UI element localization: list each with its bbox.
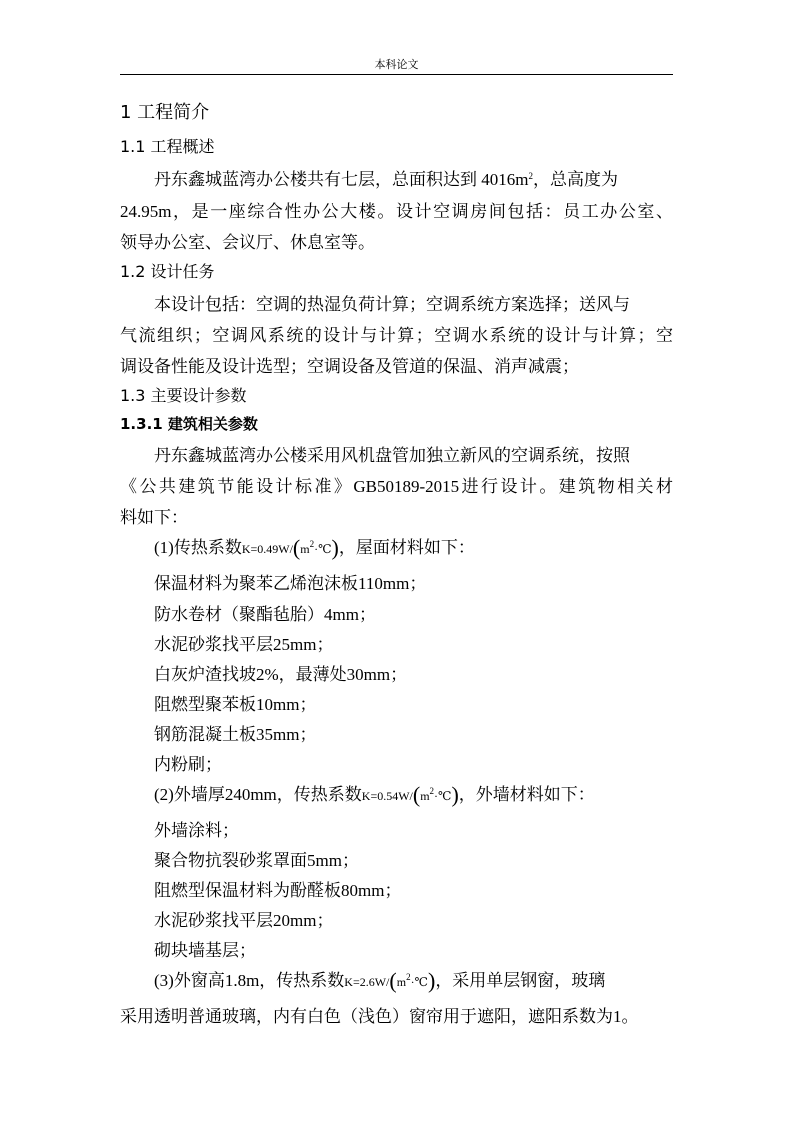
- window-paren-open: (: [389, 968, 397, 993]
- roof-item-1: 保温材料为聚苯乙烯泡沫板110mm；: [154, 574, 427, 593]
- wall-intro-pre: (2)外墙厚240mm，传热系数: [154, 785, 362, 804]
- area-unit: m: [515, 170, 529, 189]
- wall-item-3: 阻燃型保温材料为酚醛板80mm；: [154, 881, 402, 900]
- window-intro: [154, 966, 605, 994]
- window-line-2: 采用透明普通玻璃，内有白色（浅色）窗帘用于遮阳，遮阳系数为1。: [120, 1007, 639, 1026]
- wall-unit: m: [420, 789, 430, 803]
- window-unit-tail: ·℃: [410, 975, 428, 989]
- window-intro-post: ，采用单层钢窗，玻璃: [435, 971, 606, 990]
- window-unit: m: [396, 975, 407, 989]
- roof-item-4: 白灰炉渣找坡2%，最薄处30mm；: [154, 665, 408, 684]
- section-1-3-heading: 1.3 主要设计参数: [120, 386, 247, 405]
- roof-paren-open: (: [292, 535, 301, 560]
- overview-line-3: 领导办公室、会议厅、休息室等。: [120, 233, 375, 252]
- wall-k-value: K=0.54W/: [361, 789, 413, 803]
- window-intro-pre: (3)外窗高1.8m，传热系数: [154, 971, 345, 990]
- wall-unit-sup: 2: [429, 786, 435, 796]
- window-paren-close: ): [427, 968, 436, 993]
- wall-paren-close: ): [451, 782, 459, 807]
- window-k-value: K=2.6W/: [344, 975, 390, 989]
- wall-item-5: 砌块墙基层；: [154, 941, 256, 960]
- window-unit-sup: 2: [406, 972, 411, 982]
- building-line-1: 丹东鑫城蓝湾办公楼采用风机盘管加独立新风的空调系统，按照: [154, 446, 630, 465]
- wall-item-1: 外墙涂料；: [154, 821, 239, 840]
- wall-unit-tail: ·℃: [434, 789, 452, 803]
- wall-item-2: 聚合物抗裂砂浆罩面5mm；: [154, 851, 359, 870]
- overview-line-2: 24.95m，是一座综合性办公大楼。设计空调房间包括：员工办公室、: [120, 202, 673, 221]
- section-1-heading: 1 工程简介: [120, 102, 210, 123]
- roof-item-5: 阻燃型聚苯板10mm；: [154, 695, 317, 714]
- roof-intro-post: ，屋面材料如下：: [338, 538, 475, 557]
- section-1-3-1-heading: 1.3.1 建筑相关参数: [120, 415, 258, 433]
- overview-line-1-tail: ，总高度为: [532, 170, 618, 189]
- header-rule: [120, 74, 673, 75]
- roof-k-value: K=0.49W/: [241, 542, 293, 556]
- roof-item-3: 水泥砂浆找平层25mm；: [154, 635, 334, 654]
- task-line-2: 气流组织；空调风系统的设计与计算；空调水系统的设计与计算；空: [120, 326, 673, 345]
- building-line-2: 《公共建筑节能设计标准》GB50189-2015进行设计。建筑物相关材: [120, 477, 673, 496]
- section-1-2-heading: 1.2 设计任务: [120, 262, 215, 281]
- overview-line-1-text: 丹东鑫城蓝湾办公楼共有七层，总面积达到 4016: [154, 170, 516, 189]
- page-header: 本科论文: [374, 58, 419, 71]
- roof-item-6: 钢筋混凝土板35mm；: [154, 725, 317, 744]
- overview-line-1: [154, 165, 618, 190]
- building-line-3: 料如下：: [120, 508, 188, 527]
- section-1-1-heading: 1.1 工程概述: [120, 137, 215, 156]
- roof-unit: m: [300, 542, 310, 556]
- area-unit-sup: 2: [528, 171, 533, 181]
- task-line-3: 调设备性能及设计选型；空调设备及管道的保温、消声减震；: [120, 357, 579, 376]
- roof-intro-pre: (1)传热系数: [154, 538, 242, 557]
- wall-intro-post: ，外墙材料如下：: [458, 785, 595, 804]
- roof-unit-tail: ·℃: [314, 542, 332, 556]
- roof-item-7: 内粉刷；: [154, 755, 222, 774]
- roof-unit-sup: 2: [309, 539, 315, 549]
- wall-paren-open: (: [412, 782, 421, 807]
- wall-item-4: 水泥砂浆找平层20mm；: [154, 911, 334, 930]
- roof-item-2: 防水卷材（聚酯毡胎）4mm；: [154, 605, 376, 624]
- roof-paren-close: ): [331, 535, 339, 560]
- task-line-1: 本设计包括：空调的热湿负荷计算；空调系统方案选择；送风与: [154, 295, 630, 314]
- wall-intro: [154, 780, 595, 808]
- roof-intro: [154, 533, 475, 561]
